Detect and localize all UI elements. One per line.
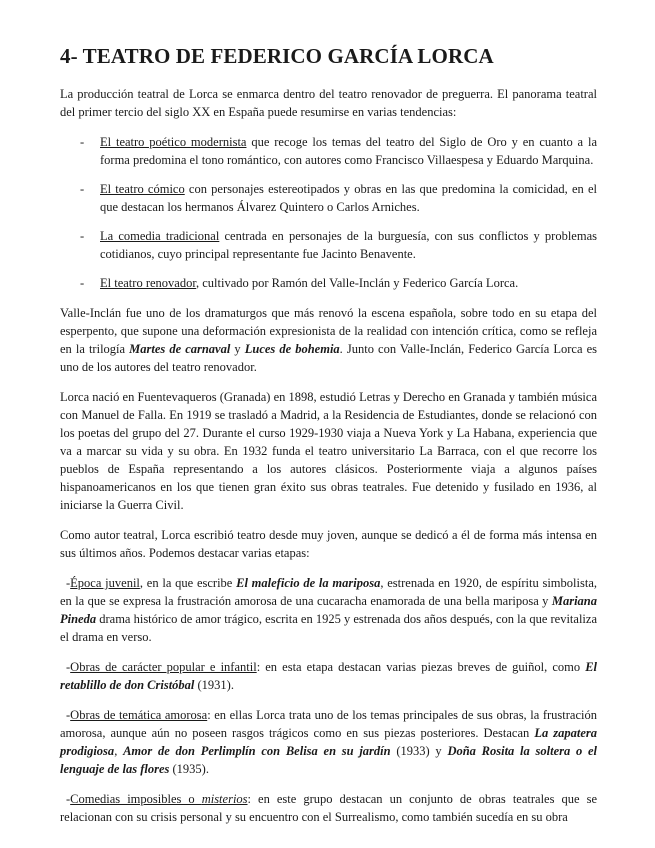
stage-title: Época juvenil	[70, 576, 140, 590]
work-title: Luces de bohemia	[244, 342, 340, 356]
tendencia-title: El teatro renovador	[100, 276, 196, 290]
tendencias-list	[60, 133, 597, 292]
tendencia-title: La comedia tradicional	[100, 229, 220, 243]
stage-impossible: -Comedias imposibles o misterios: en este grupo destacan un conjunto de obras teatrales que se relacionan con su crisis personal y su encuentro con el Surrealismo, como también sucedía en su obra	[60, 792, 597, 824]
valle-inclan-paragraph: Valle-Inclán fue uno de los dramaturgos que más renovó la escena española, sobre todo en su etapa del esperpento, que supone una deformación expresionista de la realidad con intención crítica, como se refleja en la trilogía Martes de carnaval y Luces de bohemia. Junto con Valle-Inclán, Federico García Lorca es uno de los autores del teatro renovador.	[60, 306, 597, 374]
work-title: El maleficio de la mariposa	[236, 576, 381, 590]
stage-title: Obras de carácter popular e infantil	[70, 660, 257, 674]
stage-title-italic: misterios	[201, 792, 248, 806]
work-title: El retablillo de don Cristóbal	[60, 660, 597, 692]
intro-paragraph: La producción teatral de Lorca se enmarca dentro del teatro renovador de preguerra. El panorama teatral del primer tercio del siglo XX en España puede resumirse en varias tendencias:	[60, 87, 597, 119]
work-title: Mariana Pineda	[60, 594, 597, 626]
stage-title: Obras de temática amorosa	[70, 708, 208, 722]
stage-title: Comedias imposibles o	[70, 792, 202, 806]
list-item: - La comedia tradicional centrada en personajes de la burguesía, con sus conflictos y problemas cotidianos, cuyo principal representante fue Jacinto Benavente.	[80, 229, 597, 261]
stage-popular: -Obras de carácter popular e infantil: en esta etapa destacan varias piezas breves de guiñol, como El retablillo de don Cristóbal (1931).	[60, 660, 597, 692]
page-title: 4- TEATRO DE FEDERICO GARCÍA LORCA	[60, 44, 494, 68]
tendencia-title: El teatro poético modernista	[100, 135, 247, 149]
tendencia-title: El teatro cómico	[100, 182, 185, 196]
stage-youth: -Época juvenil, en la que escribe El maleficio de la mariposa, estrenada en 1920, de espíritu simbolista, en la que se expresa la frustración amorosa de una cucaracha enamorada de una bella mariposa y Mariana Pineda drama histórico de amor trágico, escrita en 1925 y estrenada dos años después, con la que revitaliza el drama en verso.	[60, 576, 597, 644]
biography-paragraph: Lorca nació en Fuentevaqueros (Granada) en 1898, estudió Letras y Derecho en Granada y también música con Manuel de Falla. En 1919 se trasladó a Madrid, a la Residencia de Estudiantes, donde se relacionó con los poetas del grupo del 27. Durante el curso 1929-1930 viaja a Nueva York y La Habana, experiencia que va a marcar su vida y su obra. En 1932 funda el teatro universitario La Barraca, con el que recorre los pueblos de España representando a los autores clásicos. Posteriormente viaja a algunos países hispanoamericanos en los que tienen gran éxito sus obras teatrales. Fue detenido y fusilado en 1936, al iniciarse la Guerra Civil.	[60, 390, 597, 512]
list-item: - El teatro poético modernista que recoge los temas del teatro del Siglo de Oro y en cuanto a la forma predomina el tono romántico, con autores como Francisco Villaespesa y Eduardo Marquina.	[80, 135, 597, 167]
list-item: - El teatro renovador, cultivado por Ramón del Valle-Inclán y Federico García Lorca.	[80, 276, 519, 290]
author-paragraph: Como autor teatral, Lorca escribió teatro desde muy joven, aunque se dedicó a él de forma más intensa en sus últimos años. Podemos destacar varias etapas:	[60, 528, 597, 560]
work-title: Amor de don Perlimplín con Belisa en su jardín	[123, 744, 391, 758]
work-title: Doña Rosita la soltera o el lenguaje de las flores	[60, 744, 598, 776]
work-title: La zapatera prodigiosa	[60, 726, 597, 758]
work-title: Martes de carnaval	[129, 342, 231, 356]
stage-love: -Obras de temática amorosa: en ellas Lorca trata uno de los temas principales de sus obras, la frustración amorosa, aunque aún no poseen rasgos trágicos como en sus piezas posteriores. Destacan La zapatera prodigiosa, Amor de don Perlimplín con Belisa en su jardín (1933) y Doña Rosita la soltera o el lenguaje de las flores (1935).	[60, 708, 598, 776]
list-item: - El teatro cómico con personajes estereotipados y obras en las que predomina la comicidad, en el que destacan los hermanos Álvarez Quintero o Carlos Arniches.	[80, 182, 597, 214]
